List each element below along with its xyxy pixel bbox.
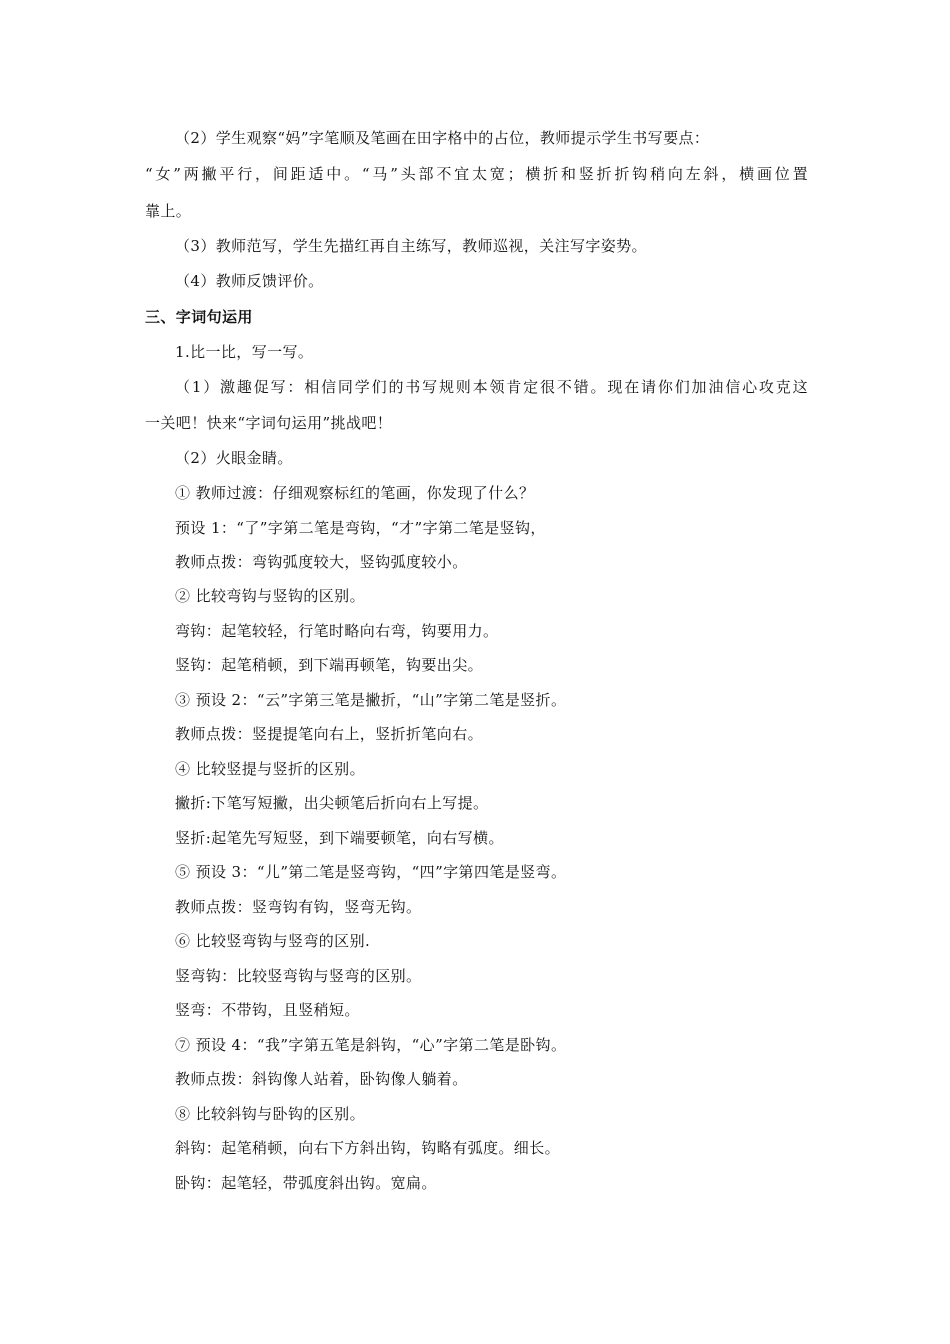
paragraph-line: （3）教师范写，学生先描红再自主练写，教师巡视，关注写字姿势。 — [175, 237, 647, 255]
list-item: ② 比较弯钩与竖钩的区别。 — [175, 587, 365, 605]
list-item: ③ 预设 2：“云”字第三笔是撇折，“山”字第二笔是竖折。 — [175, 691, 567, 709]
paragraph-line: （1）激趣促写：相信同学们的书写规则本领肯定很不错。现在请你们加油信心攻克这 — [175, 378, 808, 396]
list-item: 教师点拨：竖弯钩有钩，竖弯无钩。 — [175, 898, 422, 916]
paragraph-line: 1.比一比，写一写。 — [175, 343, 314, 361]
paragraph-line: “女”两撇平行，间距适中。“马”头部不宜太宽；横折和竖折折钩稍向左斜，横画位置 — [145, 165, 808, 183]
list-item: ⑤ 预设 3：“儿”第二笔是竖弯钩，“四”字第四笔是竖弯。 — [175, 863, 567, 881]
list-item: ⑧ 比较斜钩与卧钩的区别。 — [175, 1105, 365, 1123]
list-item: 斜钩：起笔稍顿，向右下方斜出钩，钩略有弧度。细长。 — [175, 1139, 561, 1157]
list-item: 竖弯：不带钩，且竖稍短。 — [175, 1001, 360, 1019]
paragraph-line: 一关吧！快来“字词句运用”挑战吧！ — [145, 414, 393, 432]
list-item: 竖弯钩：比较竖弯钩与竖弯的区别。 — [175, 967, 422, 985]
list-item: ① 教师过渡：仔细观察标红的笔画，你发现了什么？ — [175, 484, 535, 502]
list-item: 撇折:下笔写短撇，出尖顿笔后折向右上写提。 — [175, 794, 489, 812]
section-heading: 三、字词句运用 — [145, 308, 253, 326]
list-item: 教师点拨：竖提提笔向右上，竖折折笔向右。 — [175, 725, 484, 743]
list-item: ⑦ 预设 4：“我”字第五笔是斜钩，“心”字第二笔是卧钩。 — [175, 1036, 567, 1054]
list-item: 弯钩：起笔较轻，行笔时略向右弯，钩要用力。 — [175, 622, 499, 640]
list-item: 竖钩：起笔稍顿，到下端再顿笔，钩要出尖。 — [175, 656, 484, 674]
list-item: ⑥ 比较竖弯钩与竖弯的区别. — [175, 932, 371, 950]
list-item: 教师点拨：斜钩像人站着，卧钩像人躺着。 — [175, 1070, 468, 1088]
list-item: 卧钩：起笔轻，带弧度斜出钩。宽扁。 — [175, 1174, 437, 1192]
paragraph-line: 靠上。 — [145, 202, 192, 220]
list-item: 教师点拨：弯钩弧度较大，竖钩弧度较小。 — [175, 553, 468, 571]
paragraph-line: （2）火眼金睛。 — [175, 449, 293, 467]
list-item: 竖折:起笔先写短竖，到下端要顿笔，向右写横。 — [175, 829, 504, 847]
list-item: ④ 比较竖提与竖折的区别。 — [175, 760, 365, 778]
paragraph-line: （2）学生观察“妈”字笔顺及笔画在田字格中的占位，教师提示学生书写要点： — [175, 129, 710, 147]
list-item: 预设 1：“了”字第二笔是弯钩，“才”字第二笔是竖钩， — [175, 519, 546, 537]
paragraph-line: （4）教师反馈评价。 — [175, 272, 324, 290]
